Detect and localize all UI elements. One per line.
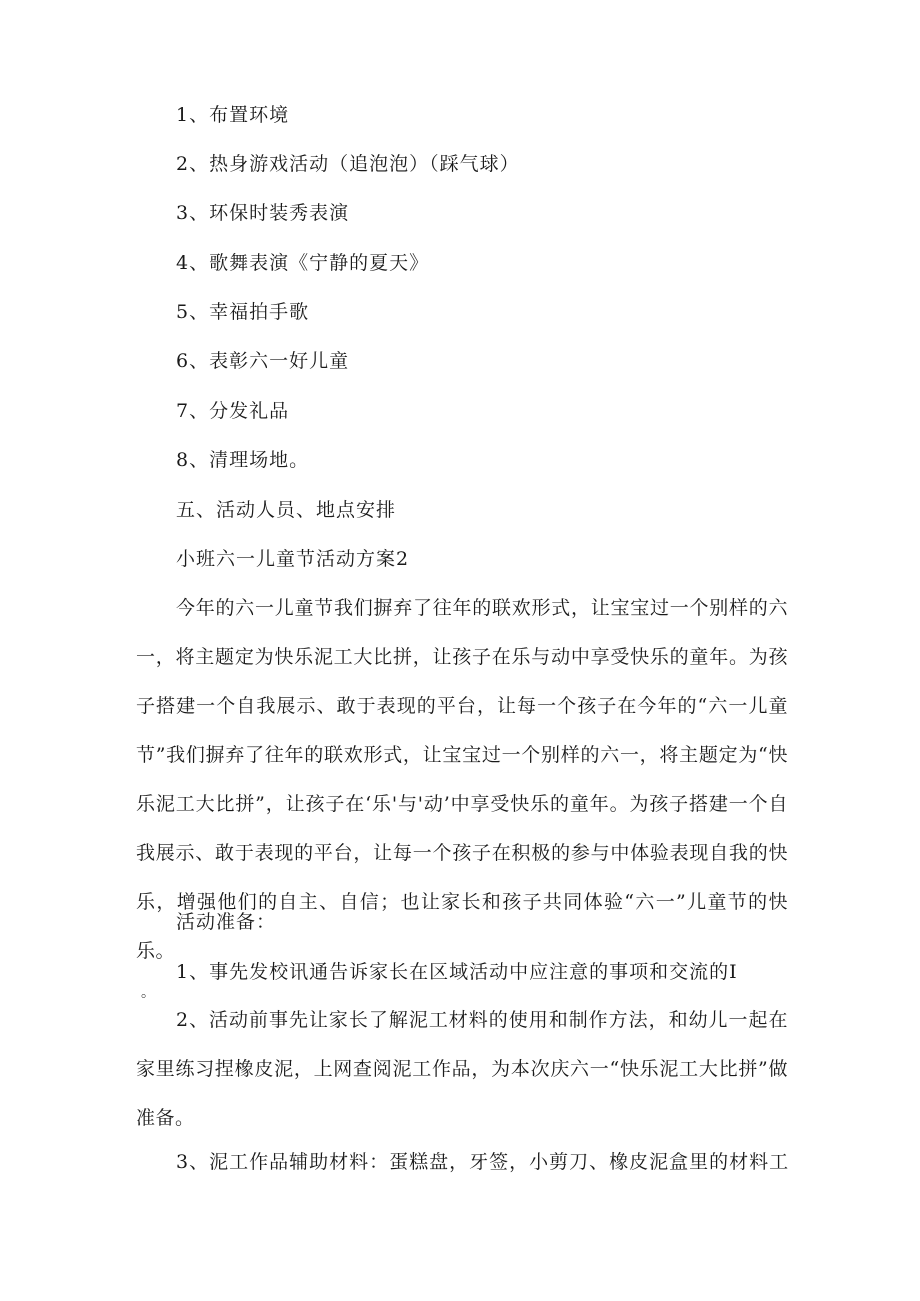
- intro-paragraph: 今年的六一儿童节我们摒弃了往年的联欢形式，让宝宝过一个别样的六一，将主题定为快乐泥工大比拼，让孩子在乐与动中享受快乐的童年。为孩子搭建一个自我展示、敢于表现的平台，让每一个孩子在今年的“六一儿童节”我们摒弃了往年的联欢形式，让宝宝过一个别样的六一，将主题定为“快乐泥工大比拼”，让孩子在‘乐'与'动’中享受快乐的童年。为孩子搭建一个自我展示、敢于表现的平台，让每一个孩子在积极的参与中体验表现自我的快乐，增强他们的自主、自信；也让家长和孩子共同体验“六一”儿童节的快乐。: [136, 597, 788, 962]
- list-item-8: 8、清理场地。: [176, 449, 310, 471]
- list-item-6: 6、表彰六一好儿童: [176, 350, 350, 372]
- prep-item-2: 2、活动前事先让家长了解泥工材料的使用和制作方法，和幼儿一起在家里练习捏橡皮泥，上网查阅泥工作品，为本次庆六一“快乐泥工大比拼”做准备。: [136, 1009, 788, 1129]
- prep-item-3: 3、泥工作品辅助材料：蛋糕盘，牙签，小剪刀、橡皮泥盒里的材料工: [176, 1151, 790, 1173]
- prep-item-1-mark: 。: [141, 985, 155, 1001]
- list-item-4: 4、歌舞表演《宁静的夏天》: [176, 252, 430, 274]
- list-item-7: 7、分发礼品: [176, 400, 290, 422]
- list-item-3: 3、环保时装秀表演: [176, 202, 350, 224]
- list-item-2: 2、热身游戏活动（追泡泡）（踩气球）: [176, 153, 520, 175]
- prep-heading: 活动准备：: [176, 911, 277, 933]
- prep-item-1: 1、事先发校讯通告诉家长在区域活动中应注意的事项和交流的I: [176, 961, 738, 983]
- list-item-1: 1、布置环境: [176, 104, 290, 126]
- plan2-title: 小班六一儿童节活动方案2: [176, 548, 410, 570]
- list-item-5: 5、幸福拍手歌: [176, 301, 310, 323]
- section-five-heading: 五、活动人员、地点安排: [176, 499, 397, 521]
